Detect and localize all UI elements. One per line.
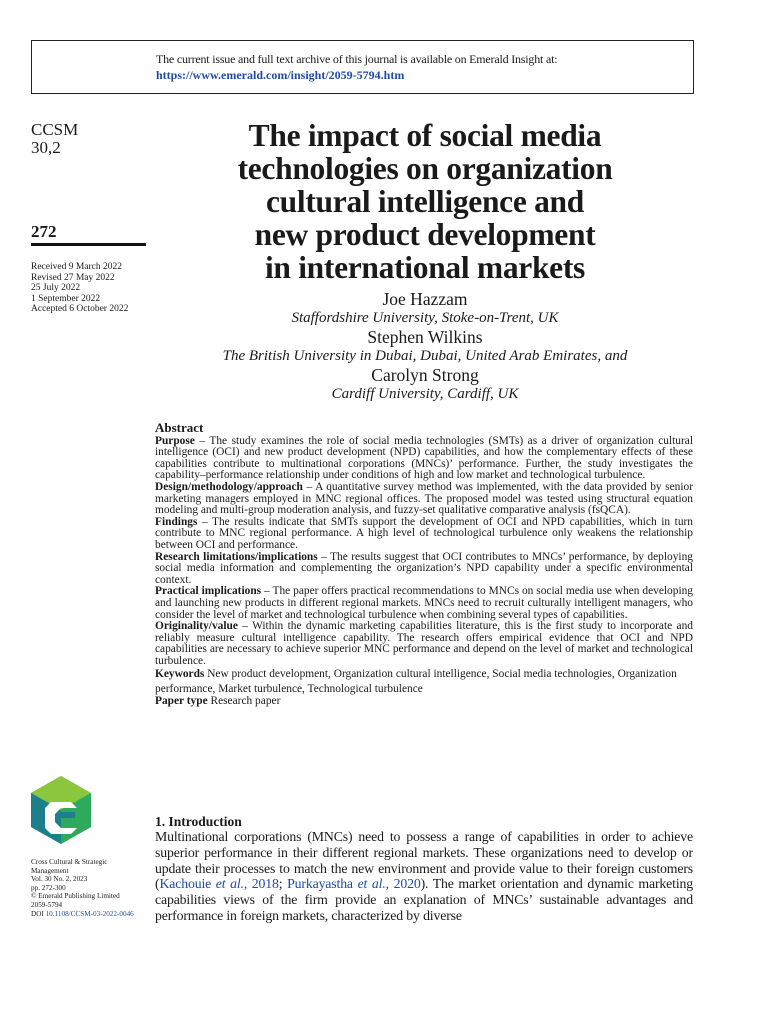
author-affiliation: Cardiff University, Cardiff, UK bbox=[331, 386, 519, 402]
cite-etal: et al. bbox=[215, 876, 244, 892]
journal-code bbox=[31, 121, 146, 157]
section-label: Originality/value bbox=[155, 620, 238, 633]
info-line: © Emerald Publishing Limited bbox=[31, 892, 120, 901]
author-list bbox=[155, 289, 695, 403]
info-line: pp. 272-300 bbox=[31, 883, 66, 892]
banner-url-link[interactable]: https://www.emerald.com/insight/2059-5794.htm bbox=[156, 68, 405, 82]
section-text: – The results suggest that OCI contributes to MNCs’ performance, by deploying social media information and complementing the organization’s NPD capability under a specific environmental context. bbox=[155, 550, 693, 586]
paper-type-text: Research paper bbox=[207, 695, 281, 708]
abstract-section-originality bbox=[155, 621, 693, 667]
doi-line bbox=[31, 910, 146, 919]
section-label: Findings bbox=[155, 515, 198, 528]
doi-label: DOI bbox=[31, 909, 44, 918]
introduction-section bbox=[155, 814, 693, 924]
cite-etal: et al. bbox=[357, 876, 386, 892]
info-line: Cross Cultural & Strategic bbox=[31, 858, 108, 866]
emerald-publishing-logo-icon bbox=[31, 776, 91, 844]
volume-issue: 30,2 bbox=[31, 138, 61, 157]
keywords-text: New product development, Organization cultural intelligence, Social media technologies, Organization performance, Market turbulence, Technological turbulence bbox=[155, 668, 677, 695]
section-text: – Within the dynamic marketing capabilities literature, this is the first study to incorporate and reliably measure cultural intelligence capability. The research offers empirical evidence that OCI and NPD capabilities are necessary to achieve superior MNC performance and depend on the level of market and technological turbulence. bbox=[155, 620, 693, 667]
info-line: 2059-5794 bbox=[31, 900, 63, 909]
article-history-dates bbox=[31, 262, 146, 315]
title-line: The impact of social media bbox=[248, 118, 602, 153]
keywords-label: Keywords bbox=[155, 668, 205, 681]
citation-link-purkayastha[interactable] bbox=[287, 876, 420, 891]
abstract-section-practical bbox=[155, 586, 693, 621]
cite-separator: ; bbox=[278, 876, 288, 892]
date-line: Accepted 6 October 2022 bbox=[31, 304, 129, 315]
abstract bbox=[155, 422, 693, 708]
section-text: – The paper offers practical recommendations to MNCs on social media use when developing and launching new products in different regional markets. MNCs need to recruit culturally intelligent managers, who consider the level of market and technological turbulence when combining several types of capabilities. bbox=[155, 585, 693, 621]
paper-type bbox=[155, 696, 693, 708]
title-line: cultural intelligence and bbox=[266, 184, 584, 219]
section-label: Practical implications bbox=[155, 585, 262, 598]
journal-abbr: CCSM bbox=[31, 120, 79, 139]
cite-year: , 2020 bbox=[385, 876, 421, 892]
title-line: new product development bbox=[254, 217, 596, 252]
info-line: Management bbox=[31, 866, 69, 875]
title-line: technologies on organization bbox=[237, 151, 613, 186]
author-name: Stephen Wilkins bbox=[367, 327, 483, 347]
publication-info bbox=[31, 858, 146, 918]
cite-year: , 2018 bbox=[243, 876, 279, 892]
section-label: Purpose bbox=[155, 434, 195, 447]
cite-author: Purkayastha bbox=[287, 876, 353, 892]
introduction-heading: 1. Introduction bbox=[155, 814, 242, 829]
section-text: – The results indicate that SMTs support the development of OCI and NPD capabilities, which in turn contribute to MNC regional performance. A high level of technological turbulence only weakens the relationship between OCI and performance. bbox=[155, 515, 693, 551]
journal-availability-banner bbox=[31, 40, 694, 94]
author-name: Carolyn Strong bbox=[371, 365, 479, 385]
banner-notice: The current issue and full text archive of this journal is available on Emerald Insight at: bbox=[156, 52, 558, 66]
section-label: Research limitations/implications bbox=[155, 550, 318, 563]
doi-link[interactable]: 10.1108/CCSM-03-2022-0046 bbox=[45, 909, 134, 918]
section-text: – The study examines the role of social media technologies (SMTs) as a driver of organization cultural intelligence (OCI) and new product development (NPD) capabilities, and how the complementary effects of these capabilities contribute to multinational corporations (MNCs)’ performance. Further, the study investigates the capability–performance relationship under conditions of high and low market and technological turbulence. bbox=[155, 434, 693, 482]
date-line: 1 September 2022 bbox=[31, 293, 101, 304]
page-number: 272 bbox=[31, 222, 57, 241]
date-line: 25 July 2022 bbox=[31, 283, 81, 294]
intro-text: ). The market orientation and dynamic marketing capabilities views of the firm provide an explanation of MNCs’ sustainable advantages and performance in foreign markets, characterized by diverse bbox=[155, 876, 694, 923]
title-line: in international markets bbox=[264, 250, 586, 285]
introduction-paragraph bbox=[155, 829, 693, 924]
cite-author: Kachouie bbox=[159, 876, 212, 892]
keywords bbox=[155, 667, 693, 696]
abstract-section-limitations bbox=[155, 552, 693, 587]
abstract-heading: Abstract bbox=[155, 420, 204, 435]
abstract-section-design bbox=[155, 482, 693, 517]
author-affiliation: The British University in Dubai, Dubai, United Arab Emirates, and bbox=[222, 348, 628, 364]
section-label: Design/methodology/approach bbox=[155, 480, 303, 493]
author-name: Joe Hazzam bbox=[382, 289, 468, 309]
abstract-section-findings bbox=[155, 517, 693, 552]
citation-link-kachouie[interactable] bbox=[159, 876, 278, 891]
section-text: – A quantitative survey method was implemented, with the data provided by senior marketing managers employed in MNC regional offices. The proposed model was tested using structural equation modeling and multi-group moderation analysis, and fuzzy-set qualitative comparative analysis (fsQCA). bbox=[155, 480, 693, 517]
intro-text: Multinational corporations (MNCs) need to possess a range of capabilities in order to achieve superior performance in their different regional markets. These organizations need to develop or update their processes to match the new environment and provide value to their foreign customers ( bbox=[155, 829, 693, 892]
info-line: Vol. 30 No. 2, 2023 bbox=[31, 875, 88, 884]
abstract-section-purpose bbox=[155, 436, 693, 482]
date-line: Received 9 March 2022 bbox=[31, 262, 123, 272]
article-title bbox=[155, 119, 695, 284]
date-line: Revised 27 May 2022 bbox=[31, 272, 115, 283]
page-number-rule bbox=[31, 243, 146, 246]
paper-type-label: Paper type bbox=[155, 695, 208, 708]
author-affiliation: Staffordshire University, Stoke-on-Trent, UK bbox=[291, 310, 559, 326]
